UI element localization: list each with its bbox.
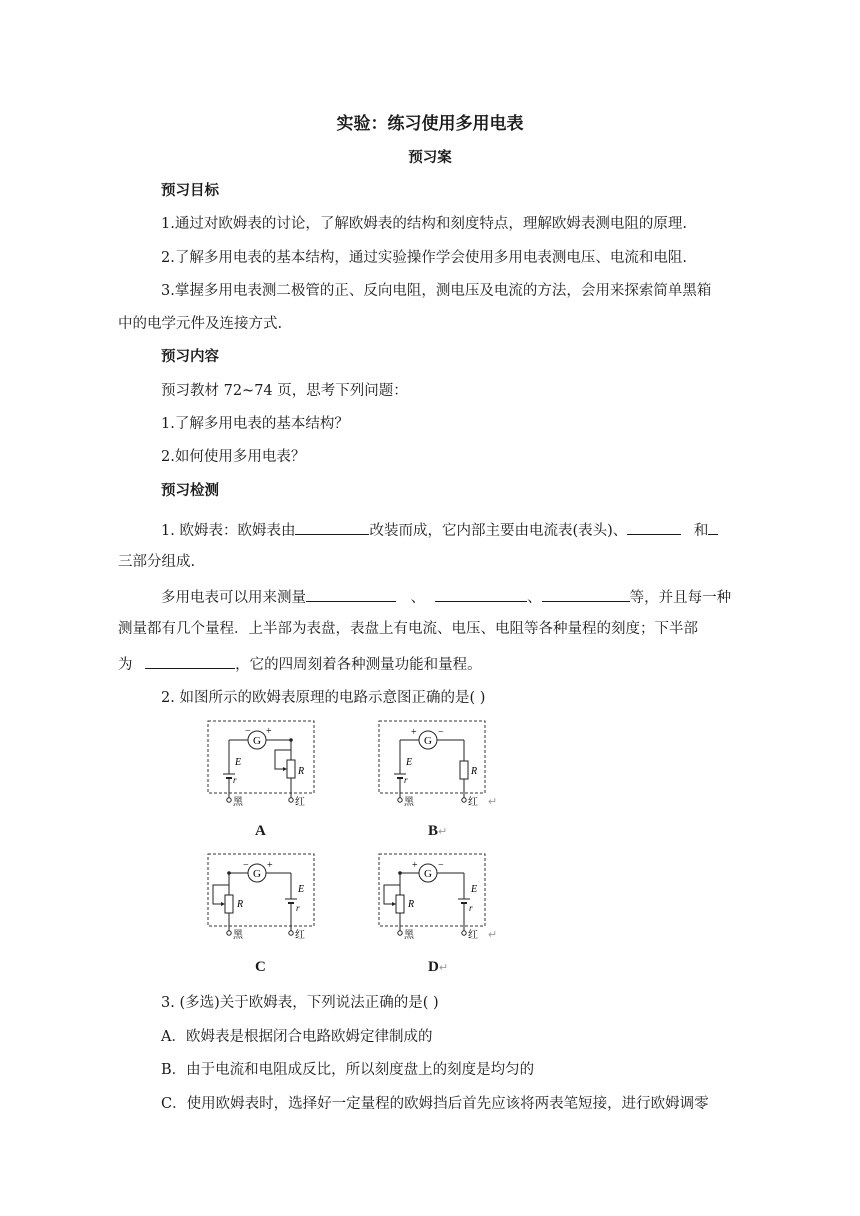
galvanometer-label: G (253, 868, 261, 880)
internal-resistance-label: r (469, 903, 473, 913)
galvanometer-plus: + (411, 727, 417, 738)
section-heading-check: 预习检测 (161, 482, 219, 499)
q3-option-a[interactable]: A．欧姆表是根据闭合电路欧姆定律制成的 (161, 1029, 433, 1045)
resistor-label: R (237, 899, 244, 910)
galvanometer-plus: + (266, 726, 272, 737)
galvanometer-minus: − (245, 726, 251, 737)
question-1-line-5 (118, 653, 690, 675)
q1-text-c: 和 (693, 523, 709, 539)
circuit-diagram-b (378, 720, 504, 810)
galvanometer-label: G (424, 868, 432, 880)
q1-blank-2[interactable] (627, 519, 681, 535)
internal-resistance-label: r (404, 775, 408, 785)
circuit-diagram-a (207, 720, 315, 810)
galvanometer-plus: + (267, 860, 273, 871)
q3-option-b[interactable]: B．由于电流和电阻成反比，所以刻度盘上的刻度是均匀的 (161, 1062, 535, 1078)
q3-option-c[interactable]: C．使用欧姆表时，选择好一定量程的欧姆挡后首先应该将两表笔短接，进行欧姆调零 (161, 1096, 709, 1112)
return-mark: ↵ (488, 796, 498, 808)
question-1-line-1 (161, 519, 733, 541)
question-2-stem: 2. 如图所示的欧姆表原理的电路示意图正确的是( ) (161, 690, 486, 706)
q1-text-for: 为 (118, 657, 133, 673)
resistor-label: R (408, 899, 415, 910)
galvanometer-minus: − (243, 860, 249, 871)
option-a-label[interactable]: A (255, 823, 266, 839)
question-3-stem: 3. (多选)关于欧姆表，下列说法正确的是( ) (161, 995, 439, 1011)
black-terminal-label: 黑 (233, 930, 243, 941)
red-terminal-label: 红 (468, 797, 478, 808)
q1-blank-1[interactable] (295, 519, 369, 535)
red-terminal-label: 红 (468, 930, 478, 941)
q1-text-measure: 多用电表可以用来测量 (161, 590, 306, 606)
q1-sep-1: 、 (410, 590, 426, 606)
galvanometer-minus: − (438, 727, 444, 738)
document-title: 实验：练习使用多用电表 (336, 114, 524, 134)
red-terminal-label: 红 (295, 930, 305, 941)
section-heading-goals: 预习目标 (161, 182, 219, 199)
content-question-1: 1.了解多用电表的基本结构？ (161, 416, 349, 432)
internal-resistance-label: r (233, 775, 237, 785)
document-subtitle: 预习案 (408, 149, 452, 166)
q1-text-b: 改装而成，它内部主要由电流表(表头)、 (369, 523, 628, 539)
galvanometer-minus: − (438, 860, 444, 871)
q1-blank-5[interactable] (435, 586, 527, 602)
return-mark: ↵ (438, 961, 449, 974)
emf-label: E (235, 757, 242, 768)
galvanometer-label: G (424, 735, 432, 747)
q1-text-each: 等，并且每一种 (629, 590, 732, 606)
resistor-label: R (298, 766, 305, 777)
section-heading-content: 预习内容 (161, 348, 219, 365)
q1-blank-3[interactable] (708, 519, 718, 535)
black-terminal-label: 黑 (233, 797, 243, 808)
q1-text-tail: ，它的四周刻着各种测量功能和量程。 (235, 657, 482, 673)
galvanometer-label: G (253, 735, 261, 747)
question-1-line-4: 测量都有几个量程．上半部为表盘，表盘上有电流、电压、电阻等各种量程的刻度；下半部 (118, 621, 698, 637)
content-question-2: 2.如何使用多用电表？ (161, 449, 306, 465)
circuit-diagram-c (207, 853, 315, 943)
goal-item-2: 2.了解多用电表的基本结构，通过实验操作学会使用多用电表测电压、电流和电阻. (161, 250, 687, 266)
return-mark: ↵ (488, 929, 498, 941)
q1-text-a: 1. 欧姆表：欧姆表由 (161, 523, 296, 539)
q1-blank-6[interactable] (542, 586, 630, 602)
emf-label: E (298, 884, 305, 895)
option-b-label[interactable]: B↵ (428, 823, 448, 839)
goal-item-3: 3.掌握多用电表测二极管的正、反向电阻，测电压及电流的方法，会用来探索简单黑箱 (161, 283, 712, 299)
option-c-label[interactable]: C (255, 959, 266, 975)
content-intro: 预习教材 72~74 页，思考下列问题： (161, 383, 408, 399)
return-mark: ↵ (438, 825, 448, 838)
internal-resistance-label: r (296, 903, 300, 913)
goal-item-1: 1.通过对欧姆表的讨论，了解欧姆表的结构和刻度特点，理解欧姆表测电阻的原理. (161, 216, 687, 232)
black-terminal-label: 黑 (404, 930, 414, 941)
black-terminal-label: 黑 (404, 797, 414, 808)
q1-blank-4[interactable] (306, 586, 396, 602)
circuit-diagram-d (378, 853, 504, 943)
q1-blank-7[interactable] (145, 653, 235, 669)
emf-label: E (471, 884, 478, 895)
option-d-label[interactable]: D↵ (428, 959, 449, 975)
galvanometer-plus: + (412, 860, 418, 871)
question-1-line-2: 三部分组成. (118, 554, 196, 570)
emf-label: E (406, 757, 413, 768)
question-1-line-3 (161, 586, 733, 608)
red-terminal-label: 红 (295, 797, 305, 808)
q1-sep-2: 、 (527, 590, 542, 606)
resistor-label: R (471, 766, 478, 777)
goal-item-3-continued: 中的电学元件及连接方式. (118, 316, 283, 332)
